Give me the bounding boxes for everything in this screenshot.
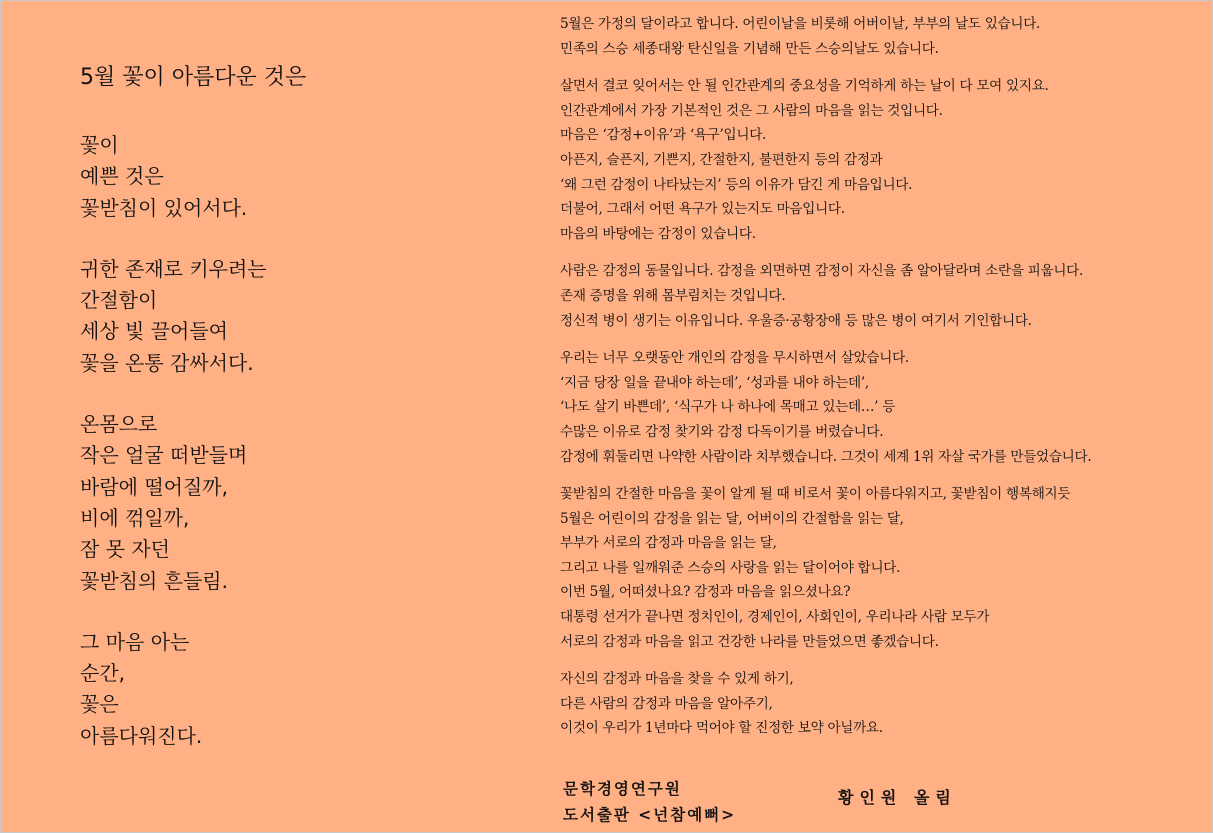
- poem-line: 꽃을 온통 감싸서다.: [80, 350, 254, 375]
- poem-line: 귀한 존재로 키우려는: [80, 256, 267, 281]
- poem-line: 꽃이: [80, 133, 119, 157]
- poem-line: 예쁜 것은: [80, 164, 164, 189]
- essay-line: 마음의 바탕에는 감정이 있습니다.: [560, 225, 756, 242]
- publisher-press: 도서출판 <넌참예뻐>: [563, 805, 737, 824]
- poem-line: 세상 빛 끌어들여: [80, 319, 228, 344]
- essay-line: 이것이 우리가 1년마다 먹어야 할 진정한 보약 아닐까요.: [560, 720, 883, 737]
- publisher-signature: [563, 776, 736, 828]
- poem-line: 아름다워진다.: [80, 723, 203, 748]
- essay-line: 꽃받침의 간절한 마음을 꽃이 알게 될 때 비로서 꽃이 아름다워지고, 꽃받침이 행복해지듯: [560, 486, 1071, 503]
- poem-line: 꽃은: [80, 692, 119, 717]
- author-signature: 황인원 올림: [838, 788, 957, 807]
- poem-stanzas: [80, 130, 520, 752]
- poem-stanza: [80, 130, 520, 224]
- essay-paragraph: [560, 667, 1200, 741]
- essay-line: 정신적 병이 생기는 이유입니다. 우울증·공황장애 등 많은 병이 여기서 기인합니다.: [560, 312, 1032, 329]
- essay-paragraph: [560, 259, 1200, 333]
- essay-line: 아픈지, 슬픈지, 기쁜지, 간절한지, 불편한지 등의 감정과: [560, 151, 883, 168]
- publisher-institute: 문학경영연구원: [563, 779, 682, 798]
- essay-paragraph: [560, 346, 1200, 469]
- poem-stanza: [80, 409, 520, 597]
- essay-line: 수많은 이유로 감정 찾기와 감정 다독이기를 버렸습니다.: [560, 423, 884, 440]
- essay-line: 다른 사람의 감정과 마음을 알아주기,: [560, 695, 773, 712]
- essay-line: 그리고 나를 일깨워준 스승의 사랑을 읽는 달이어야 합니다.: [560, 559, 901, 576]
- essay-line: 자신의 감정과 마음을 찾을 수 있게 하기,: [560, 671, 794, 688]
- essay-line: 존재 증명을 위해 몸부림치는 것입니다.: [560, 287, 786, 304]
- poem-stanza: [80, 254, 520, 379]
- poem-line: 온몸으로: [80, 412, 158, 437]
- poem-line: 잠 못 자던: [80, 537, 170, 562]
- poem-line: 간절함이: [80, 288, 158, 313]
- essay-line: ‘왜 그런 감정이 나타났는지’ 등의 이유가 담긴 게 마음입니다.: [560, 176, 913, 193]
- essay-line: 우리는 너무 오랫동안 개인의 감정을 무시하면서 살았습니다.: [560, 350, 909, 367]
- essay-line: 부부가 서로의 감정과 마음을 읽는 달,: [560, 535, 777, 552]
- poem-line: 바람에 떨어질까,: [80, 474, 228, 499]
- essay-line: 더불어, 그래서 어떤 욕구가 있는지도 마음입니다.: [560, 201, 845, 218]
- poem-line: 순간,: [80, 661, 125, 686]
- essay-line: 감정에 휘둘리면 나약한 사람이라 치부했습니다. 그것이 세계 1위 자살 국가를 만들었습니다.: [560, 448, 1092, 465]
- poem-column: [80, 62, 520, 782]
- essay-paragraph: [560, 74, 1200, 246]
- essay-line: 대통령 선거가 끝나면 정치인이, 경제인이, 사회인이, 우리나라 사람 모두가: [560, 609, 990, 626]
- essay-line: 5월은 어린이의 감정을 읽는 달, 어버이의 간절함을 읽는 달,: [560, 510, 904, 527]
- essay-line: 5월은 가정의 달이라고 합니다. 어린이날을 비롯해 어버이날, 부부의 날도 있습니다.: [560, 16, 1041, 32]
- essay-line: 서로의 감정과 마음을 읽고 건강한 나라를 만들었으면 좋겠습니다.: [560, 633, 939, 650]
- essay-line: 민족의 스승 세종대왕 탄신일을 기념해 만든 스승의날도 있습니다.: [560, 40, 939, 57]
- poem-stanza: [80, 627, 520, 752]
- poem-line: 작은 얼굴 떠받들며: [80, 443, 248, 468]
- essay-line: 사람은 감정의 동물입니다. 감정을 외면하면 감정이 자신을 좀 알아달라며 소란을 피웁니다.: [560, 263, 1084, 280]
- essay-paragraph: [560, 482, 1200, 654]
- poem-title: 5월 꽃이 아름다운 것은: [80, 65, 307, 90]
- poem-line: 비에 꺾일까,: [80, 505, 190, 530]
- essay-line: 살면서 결코 잊어서는 안 될 인간관계의 중요성을 기억하게 하는 날이 다 모여 있지요.: [560, 78, 1049, 95]
- essay-line: ‘지금 당장 일을 끝내야 하는데’, ‘성과를 내야 하는데’,: [560, 374, 869, 391]
- essay-paragraph: [560, 12, 1200, 61]
- essay-line: 마음은 ‘감정+이유’과 ‘욕구’입니다.: [560, 127, 767, 144]
- essay-column: [560, 12, 1200, 754]
- poem-line: 꽃받침이 있어서다.: [80, 195, 248, 220]
- essay-line: ‘나도 살기 바쁜데’, ‘식구가 나 하나에 목매고 있는데…’ 등: [560, 399, 896, 416]
- poem-line: 꽃받침의 흔들림.: [80, 568, 228, 593]
- poem-line: 그 마음 아는: [80, 629, 190, 654]
- essay-line: 인간관계에서 가장 기본적인 것은 그 사람의 마음을 읽는 것입니다.: [560, 102, 943, 119]
- essay-line: 이번 5월, 어떠셨나요? 감정과 마음을 읽으셨나요?: [560, 584, 851, 601]
